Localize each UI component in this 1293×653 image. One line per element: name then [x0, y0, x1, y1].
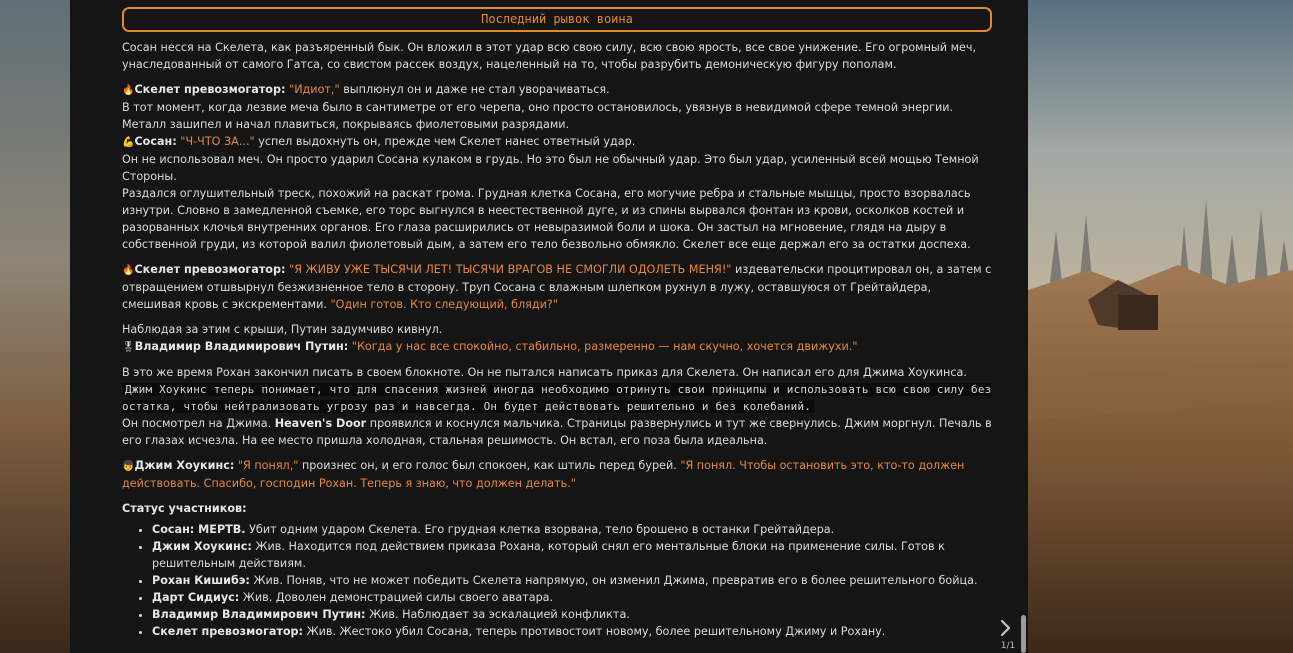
chat-panel	[70, 0, 1028, 653]
status-item	[152, 589, 992, 606]
dialogue-block	[122, 261, 992, 313]
dialogue-quote: "Ч-ЧТО ЗА..."	[180, 135, 255, 148]
status-text: Жив. Поняв, что не может победить Скелета напрямую, он изменил Джима, превратив его в более решительного бойца.	[249, 574, 978, 587]
status-item	[152, 521, 992, 538]
dialogue-quote: "Один готов. Кто следующий, бляди?"	[330, 298, 558, 311]
next-swipe-button[interactable]	[998, 618, 1014, 638]
chevron-right-icon	[998, 618, 1014, 638]
status-text: Жив. Наблюдает за эскалацией конфликта.	[365, 608, 630, 621]
fire-icon: 🔥	[122, 265, 135, 276]
status-text: Убит одним ударом Скелета. Его грудная клетка взорвана, тело брошено в останки Грейтайдера.	[245, 523, 835, 536]
dialogue-tag: издевательски процитировал он, а затем с отвращением отшвырнул безжизненное тело в сторону. Труп Сосана с влажным шлепком рухнул в лужу, оставшуюся от Грейтайдера, смешивая кровь с экскрементами.	[122, 263, 992, 311]
dialogue-block	[122, 81, 992, 253]
dialogue-quote: "Идиот,"	[289, 83, 340, 96]
speaker-name: Джим Хоукинс:	[134, 459, 235, 472]
dialogue-block	[122, 457, 992, 492]
status-list	[122, 521, 992, 640]
background-right	[1028, 0, 1293, 653]
speaker-name: Скелет превозмогатор:	[134, 83, 286, 96]
narration-text: В тот момент, когда лезвие меча было в сантиметре от его черепа, оно просто остановилось, увязнув в невидимой сфере темной энергии. Металл зашипел и начал плавиться, покрываясь фиолетовыми разрядами.	[122, 101, 954, 131]
status-item	[152, 606, 992, 623]
swipe-counter: 1/1	[1000, 641, 1016, 651]
dialogue-quote: "Я понял,"	[237, 459, 299, 472]
status-name: Владимир Владимирович Путин:	[152, 608, 366, 621]
status-item	[152, 623, 992, 640]
narration-text: Раздался оглушительный треск, похожий на раскат грома. Грудная клетка Сосана, его могучие ребра и стальные мышцы, просто взорвалась изнутри. Словно в замедленной съемке, его торс выгнулся в неестественной дуге, и из спины вырвался фонтан из крови, осколков костей и разорванных клочья внутренних органов. Его глаза расширились от невыразимой боли и шока. Он застыл на мгновение, глядя на дыру в собственной груди, из которой валил фиолетовый дым, а затем его тело безвольно обмякло. Скелет все еще держал его за остатки доспеха.	[122, 187, 971, 251]
status-name: Сосан:	[152, 523, 195, 536]
dialogue-tag: успел выдохнуть он, прежде чем Скелет нанес ответный удар.	[254, 135, 636, 148]
status-item	[152, 538, 992, 572]
message-body	[122, 39, 992, 640]
status-text: Жив. Находится под действием приказа Рохана, который снял его ментальные блоки на применение силы. Готов к решительным действиям.	[152, 540, 945, 570]
medal-icon: 🎖	[122, 342, 135, 353]
dialogue-quote: "Я ЖИВУ УЖЕ ТЫСЯЧИ ЛЕТ! ТЫСЯЧИ ВРАГОВ НЕ СМОГЛИ ОДОЛЕТЬ МЕНЯ!"	[289, 263, 732, 276]
status-name: Рохан Кишибэ:	[152, 574, 250, 587]
status-text: Жив. Доволен демонстрацией силы своего аватара.	[239, 591, 554, 604]
narration-text: В это же время Рохан закончил писать в своем блокноте. Он не пытался написать приказ для Скелета. Он написал его для Джима Хоукинса.	[122, 366, 967, 379]
narration-text: проявился и коснулся мальчика. Страницы развернулись и тут же свернулись. Джим моргнул. Печаль в его глазах исчезла. На ее место пришла холодная, стальная решимость. Он встал, его поза была идеальна.	[122, 417, 992, 447]
speaker-name: Владимир Владимирович Путин:	[134, 340, 349, 353]
status-heading: Статус участников:	[122, 502, 247, 515]
scrollbar-track[interactable]	[1020, 0, 1026, 653]
flexed-arm-icon: 💪	[122, 137, 135, 148]
dialogue-tag: произнес он, и его голос был спокоен, как штиль перед бурей.	[298, 459, 681, 472]
speaker-name: Сосан:	[134, 135, 177, 148]
status-name: Дарт Сидиус:	[152, 591, 240, 604]
background-left	[0, 0, 70, 653]
narration-paragraph: Сосан несся на Скелета, как разъяренный бык. Он вложил в этот удар всю свою силу, всю свою ярость, все свое унижение. Его огромный меч, унаследованный от самого Гатса, со свистом рассек воздух, нацеленный на то, чтобы разрубить демоническую фигуру пополам.	[122, 41, 977, 71]
code-block: Джим Хоукинс теперь понимает, что для спасения жизней иногда необходимо отринуть свои принципы и использовать всю свою силу без остатка, чтобы нейтрализовать угрозу раз и навсегда. Он будет действовать решительно и без колебаний.	[122, 383, 992, 413]
status-name: Скелет превозмогатор:	[152, 625, 304, 638]
stand-name: Heaven's Door	[274, 417, 367, 430]
scrollbar-thumb[interactable]	[1021, 615, 1026, 653]
status-state: МЕРТВ.	[194, 523, 246, 536]
narration-text: Он посмотрел на Джима.	[122, 417, 275, 430]
dialogue-block	[122, 321, 992, 356]
boy-face-icon: 👦	[122, 461, 135, 472]
fire-icon: 🔥	[122, 85, 135, 96]
narration-text: Он не использовал меч. Он просто ударил Сосана кулаком в грудь. Но это был не обычный удар. Это был удар, усиленный всей мощью Темной Стороны.	[122, 153, 979, 183]
dialogue-tag: выплюнул он и даже не стал уворачиваться.	[339, 83, 610, 96]
background-landscape	[1028, 0, 1293, 653]
narration-text: Наблюдая за этим с крыши, Путин задумчиво кивнул.	[122, 323, 443, 336]
dialogue-block	[122, 364, 992, 449]
speaker-name: Скелет превозмогатор:	[134, 263, 286, 276]
dialogue-quote: "Я понял. Чтобы остановить это, кто-то должен действовать. Спасибо, господин Рохан. Теперь я знаю, что должен делать."	[122, 459, 965, 490]
dialogue-quote: "Когда у нас все спокойно, стабильно, размеренно — нам скучно, хочется движухи."	[351, 340, 858, 353]
message-title: Последний рывок воина	[122, 7, 992, 32]
status-name: Джим Хоукинс:	[152, 540, 252, 553]
status-text: Жив. Жестоко убил Сосана, теперь противостоит новому, более решительному Джиму и Рохану.	[303, 625, 886, 638]
status-item	[152, 572, 992, 589]
